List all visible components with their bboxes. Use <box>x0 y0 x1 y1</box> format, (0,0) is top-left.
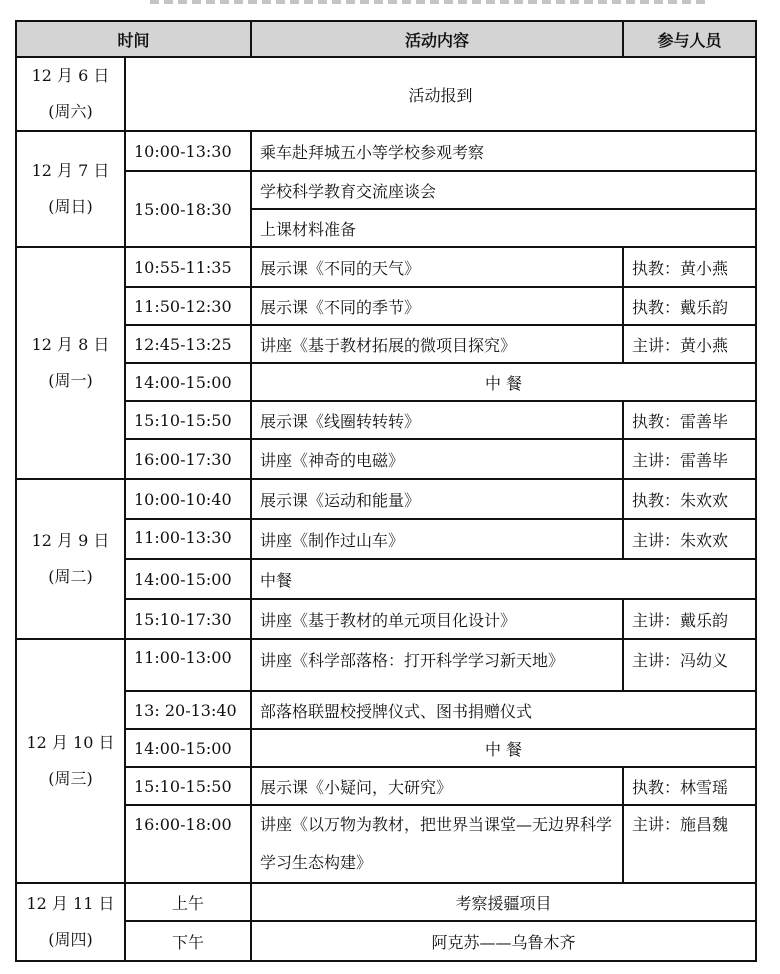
activity-cell: 中 餐 <box>251 729 756 767</box>
header-row <box>16 21 756 57</box>
table-row <box>16 883 756 921</box>
time-cell: 10:55-11:35 <box>125 247 251 287</box>
weekday: (周二) <box>48 567 93 586</box>
weekday: (周四) <box>48 930 93 949</box>
date: 12 月 7 日 <box>31 161 110 180</box>
table-row <box>16 479 756 519</box>
activity-cell: 考察援疆项目 <box>251 883 756 921</box>
time-cell: 上午 <box>125 883 251 921</box>
activity-cell: 讲座《神奇的电磁》 <box>251 439 623 479</box>
time-cell: 11:00-13:30 <box>125 519 251 559</box>
date: 12 月 6 日 <box>31 66 110 85</box>
people-cell: 主讲：雷善毕 <box>623 439 756 479</box>
table-row <box>16 401 756 439</box>
activity-cell: 讲座《以万物为教材，把世界当课堂—无边界科学学习生态构建》 <box>251 805 623 883</box>
activity-cell: 讲座《制作过山车》 <box>251 519 623 559</box>
people-cell: 执教：雷善毕 <box>623 401 756 439</box>
activity-cell: 讲座《科学部落格：打开科学学习新天地》 <box>251 639 623 691</box>
date-cell <box>16 639 125 883</box>
table-row <box>16 639 756 691</box>
table-row <box>16 57 756 131</box>
time-cell: 10:00-13:30 <box>125 131 251 171</box>
date-cell <box>16 479 125 639</box>
activity-cell: 中餐 <box>251 559 756 599</box>
table-row <box>16 325 756 363</box>
people-cell: 主讲：朱欢欢 <box>623 519 756 559</box>
header-people: 参与人员 <box>623 21 756 57</box>
weekday: (周一) <box>48 371 93 390</box>
people-cell: 主讲：戴乐韵 <box>623 599 756 639</box>
schedule-table <box>15 20 757 962</box>
weekday: (周六) <box>48 102 93 121</box>
activity-cell: 中 餐 <box>251 363 756 401</box>
table-row <box>16 131 756 171</box>
date-cell <box>16 57 125 131</box>
table-row <box>16 599 756 639</box>
table-row <box>16 439 756 479</box>
activity-cell: 乘车赴拜城五小等学校参观考察 <box>251 131 756 171</box>
people-cell: 执教：朱欢欢 <box>623 479 756 519</box>
table-row <box>16 519 756 559</box>
time-cell: 15:10-17:30 <box>125 599 251 639</box>
activity-cell: 活动报到 <box>125 57 756 131</box>
table-row <box>16 287 756 325</box>
people-cell: 执教：林雪瑶 <box>623 767 756 805</box>
header-time: 时间 <box>16 21 251 57</box>
date-cell <box>16 131 125 247</box>
activity-cell: 阿克苏——乌鲁木齐 <box>251 921 756 961</box>
date: 12 月 10 日 <box>26 733 115 752</box>
activity-cell: 讲座《基于教材拓展的微项目探究》 <box>251 325 623 363</box>
date-cell <box>16 247 125 479</box>
time-cell: 下午 <box>125 921 251 961</box>
weekday: (周三) <box>48 769 93 788</box>
people-cell: 主讲：施昌魏 <box>623 805 756 883</box>
time-cell: 16:00-17:30 <box>125 439 251 479</box>
time-cell: 15:00-18:30 <box>125 171 251 247</box>
table-row <box>16 247 756 287</box>
cropped-title <box>0 0 780 14</box>
table-row <box>16 767 756 805</box>
activity-cell: 讲座《基于教材的单元项目化设计》 <box>251 599 623 639</box>
activity-cell: 展示课《不同的季节》 <box>251 287 623 325</box>
activity-cell: 学校科学教育交流座谈会 <box>251 171 756 209</box>
table-row <box>16 921 756 961</box>
weekday: (周日) <box>48 197 93 216</box>
activity-cell: 上课材料准备 <box>251 209 756 247</box>
time-cell: 14:00-15:00 <box>125 729 251 767</box>
time-cell: 11:50-12:30 <box>125 287 251 325</box>
date: 12 月 9 日 <box>31 531 110 550</box>
activity-cell: 部落格联盟校授牌仪式、图书捐赠仪式 <box>251 691 756 729</box>
activity-cell: 展示课《小疑问，大研究》 <box>251 767 623 805</box>
time-cell: 14:00-15:00 <box>125 559 251 599</box>
table-row <box>16 363 756 401</box>
people-cell: 执教：黄小燕 <box>623 247 756 287</box>
people-cell: 执教：戴乐韵 <box>623 287 756 325</box>
date: 12 月 8 日 <box>31 335 110 354</box>
time-cell: 16:00-18:00 <box>125 805 251 883</box>
time-cell: 12:45-13:25 <box>125 325 251 363</box>
table-row <box>16 691 756 729</box>
date-cell <box>16 883 125 961</box>
table-row <box>16 171 756 209</box>
people-cell: 主讲：黄小燕 <box>623 325 756 363</box>
table-row <box>16 805 756 883</box>
activity-cell: 展示课《线圈转转转》 <box>251 401 623 439</box>
activity-cell: 展示课《不同的天气》 <box>251 247 623 287</box>
people-cell: 主讲：冯幼义 <box>623 639 756 691</box>
time-cell: 14:00-15:00 <box>125 363 251 401</box>
header-activity: 活动内容 <box>251 21 623 57</box>
time-cell: 15:10-15:50 <box>125 401 251 439</box>
time-cell: 15:10-15:50 <box>125 767 251 805</box>
time-cell: 13: 20-13:40 <box>125 691 251 729</box>
activity-cell: 展示课《运动和能量》 <box>251 479 623 519</box>
time-cell: 11:00-13:00 <box>125 639 251 691</box>
date: 12 月 11 日 <box>26 894 115 913</box>
table-row <box>16 559 756 599</box>
table-row <box>16 729 756 767</box>
time-cell: 10:00-10:40 <box>125 479 251 519</box>
